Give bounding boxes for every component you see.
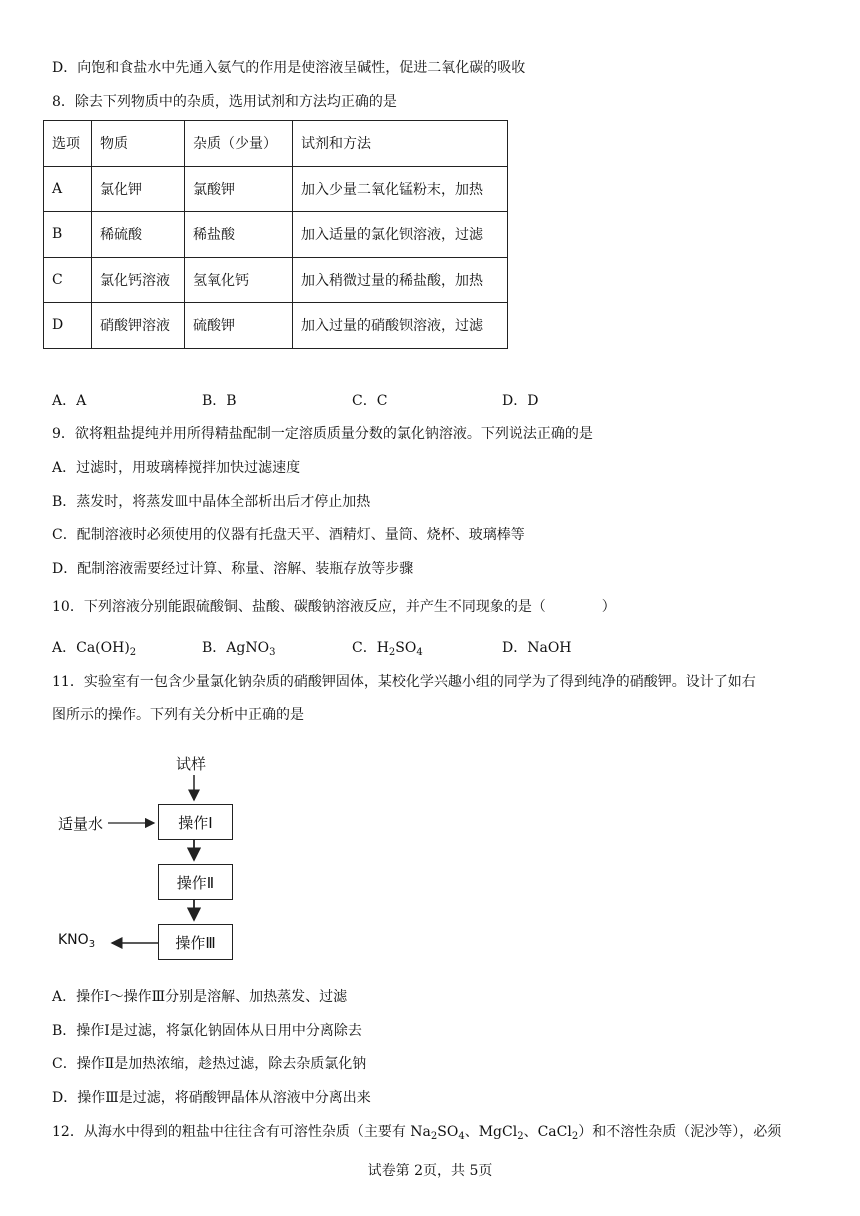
q10-option-a: A．$Ca(OH)_2$: [52, 640, 137, 658]
table-cell: 加入过量的硝酸钡溶液，过滤: [293, 303, 508, 349]
table-cell: 硝酸钾溶液: [92, 303, 185, 349]
q11-option-d: D．操作Ⅲ是过滤，将硝酸钾晶体从溶液中分离出来: [52, 1090, 371, 1106]
flow-op3-box: 操作Ⅲ: [158, 924, 233, 960]
table-cell: 稀硫酸: [92, 212, 185, 258]
table-cell: 氯酸钾: [185, 166, 293, 212]
flow-arrows: [0, 0, 300, 980]
table-cell: 氯化钾: [92, 166, 185, 212]
q8-option-d: D．D: [502, 393, 539, 409]
table-cell: 硫酸钾: [185, 303, 293, 349]
q10-option-b: B．AgNO$_3$: [202, 640, 276, 658]
table-cell: 加入少量二氧化锰粉末，加热: [293, 166, 508, 212]
table-cell: 加入适量的氯化钡溶液，过滤: [293, 212, 508, 258]
q9-option-d: D．配制溶液需要经过计算、称量、溶解、装瓶存放等步骤: [52, 561, 414, 577]
table-header-cell: 杂质（少量）: [185, 121, 293, 167]
q8-option-c: C．C: [352, 393, 388, 409]
q9-option-c: C．配制溶液时必须使用的仪器有托盘天平、酒精灯、量筒、烧杯、玻璃棒等: [52, 527, 525, 543]
flow-product-label: $KNO_3$: [58, 932, 96, 950]
q11-stem-line2: 图所示的操作。下列有关分析中正确的是: [52, 707, 304, 723]
page-footer: 试卷第 2页，共 5页: [367, 1163, 493, 1179]
q11-stem-line1: 11．实验室有一包含少量氯化钠杂质的硝酸钾固体，某校化学兴趣小组的同学为了得到纯净的硝酸钾。设计了如右: [52, 674, 756, 690]
flow-sample-label: 试样: [176, 755, 207, 773]
table-cell: 氯化钙溶液: [92, 257, 185, 303]
q11-option-c: C．操作Ⅱ是加热浓缩，趁热过滤，除去杂质氯化钠: [52, 1056, 367, 1072]
q7-option-d: D．向饱和食盐水中先通入氨气的作用是使溶液呈碱性，促进二氧化碳的吸收: [52, 60, 526, 76]
table-cell: 氢氧化钙: [185, 257, 293, 303]
table-cell: A: [44, 166, 92, 212]
q10-stem: 10．下列溶液分别能跟硫酸铜、盐酸、碳酸钠溶液反应，并产生不同现象的是（ ）: [52, 599, 616, 615]
table-cell: B: [44, 212, 92, 258]
q9-option-b: B．蒸发时，将蒸发皿中晶体全部析出后才停止加热: [52, 494, 371, 510]
q8-option-a: A．A: [52, 393, 87, 409]
flow-op2-box: 操作Ⅱ: [158, 864, 233, 900]
q12-stem: 12．从海水中得到的粗盐中往往含有可溶性杂质（主要有 $Na_2SO_4$、MgCl$_2$、CaCl$_2$）和不溶性杂质（泥沙等），必须: [52, 1124, 782, 1142]
q10-option-c: C．$H_2SO_4$: [352, 640, 423, 658]
q10-option-d: D．NaOH: [502, 640, 572, 656]
q8-option-b: B．B: [202, 393, 237, 409]
q9-stem: 9．欲将粗盐提纯并用所得精盐配制一定溶质质量分数的氯化钠溶液。下列说法正确的是: [52, 426, 593, 442]
table-header-cell: 选项: [44, 121, 92, 167]
table-cell: D: [44, 303, 92, 349]
flow-water-label: 适量水: [58, 815, 104, 833]
q9-option-a: A．过滤时，用玻璃棒搅拌加快过滤速度: [52, 460, 301, 476]
flow-op1-box: 操作Ⅰ: [158, 804, 233, 840]
table-header-cell: 试剂和方法: [293, 121, 508, 167]
q8-stem: 8．除去下列物质中的杂质，选用试剂和方法均正确的是: [52, 94, 397, 110]
q11-option-a: A．操作Ⅰ～操作Ⅲ分别是溶解、加热蒸发、过滤: [52, 989, 348, 1005]
q11-option-b: B．操作Ⅰ是过滤，将氯化钠固体从日用中分离除去: [52, 1023, 362, 1039]
table-cell: 加入稍微过量的稀盐酸，加热: [293, 257, 508, 303]
table-header-cell: 物质: [92, 121, 185, 167]
table-cell: 稀盐酸: [185, 212, 293, 258]
table-cell: C: [44, 257, 92, 303]
